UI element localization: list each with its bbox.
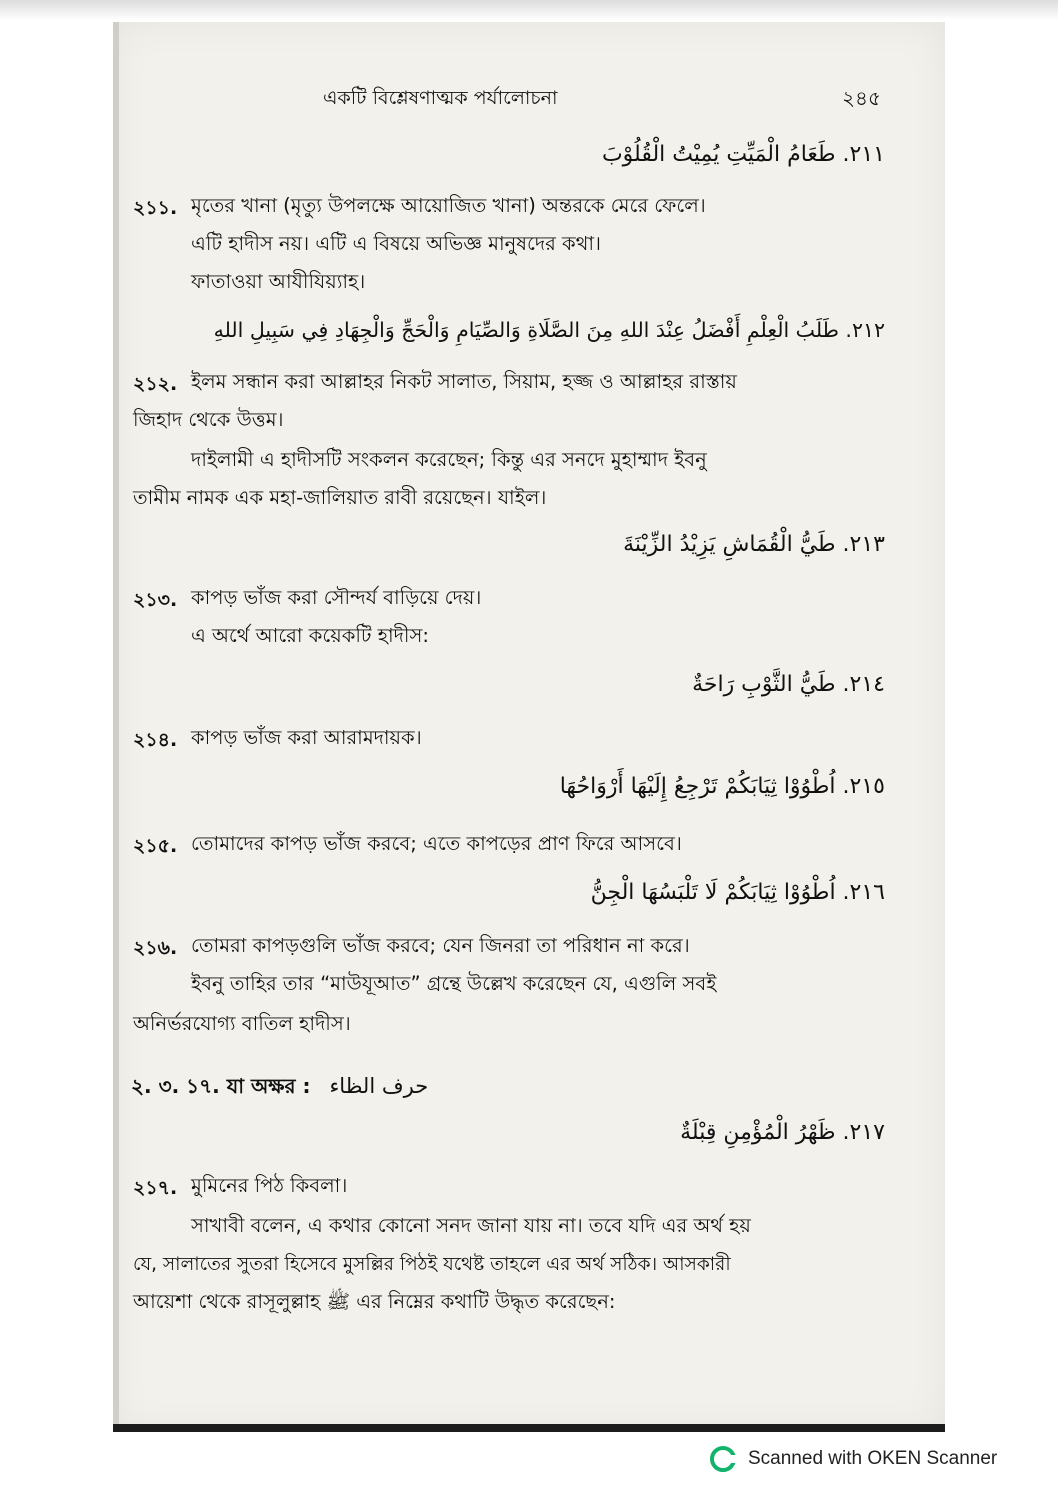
entry-number-213: ২১৩. <box>133 589 178 611</box>
entry-line-211-1: মৃতের খানা (মৃত্যু উপলক্ষে আয়োজিত খানা) অন্তরকে মেরে ফেলে। <box>191 194 706 217</box>
entry-line-212-4: তামীম নামক এক মহা-জালিয়াত রাবী রয়েছেন। যাইল। <box>133 486 547 509</box>
entry-line-216-1: তোমরা কাপড়গুলি ভাঁজ করবে; যেন জিনরা তা পরিধান না করে। <box>191 934 690 957</box>
entry-line-213-2: এ অর্থে আরো কয়েকটি হাদীস: <box>191 624 429 647</box>
entry-line-216-2: ইবনু তাহির তার “মাউযূআত” গ্রন্থে উল্লেখ করেছেন যে, এগুলি সবই <box>191 972 717 995</box>
arabic-text-217: ٢١٧. ظَهْرُ الْمُؤْمِنِ قِبْلَةٌ <box>680 1120 885 1145</box>
entry-number-216: ২১৬. <box>133 937 178 959</box>
arabic-text-211: ٢١١. طَعَامُ الْمَيِّتِ يُمِيْتُ الْقُلُوْبَ <box>601 142 885 167</box>
section-title: যা অক্ষর : <box>226 1074 311 1098</box>
arabic-text-216: ٢١٦. اُطْوُوْا ثِيَابَكُمْ لَا تَلْبَسُهَا الْجِنُّ <box>590 880 885 905</box>
entry-line-212-2: জিহাদ থেকে উত্তম। <box>133 408 284 431</box>
entry-line-217-2: সাখাবী বলেন, এ কথার কোনো সনদ জানা যায় না। তবে যদি এর অর্থ হয় <box>191 1214 751 1237</box>
entry-line-217-3: যে, সালাতের সুতরা হিসেবে মুসল্লির পিঠই যথেষ্ট তাহলে এর অর্থ সঠিক। আসকারী <box>133 1254 731 1275</box>
entry-number-212: ২১২. <box>133 373 178 395</box>
oken-logo-icon <box>710 1446 736 1472</box>
arabic-text-213: ٢١٣. طَيُّ الْقُمَاشِ يَزِيْدُ الزِّيْنَةَ <box>623 532 885 557</box>
scan-edge-top <box>0 0 1058 20</box>
entry-line-217-4: আয়েশা থেকে রাসূলুল্লাহ ﷺ এর নিম্নের কথাটি উদ্ধৃত করেছেন: <box>133 1290 616 1313</box>
entry-line-212-1: ইলম সন্ধান করা আল্লাহর নিকট সালাত, সিয়াম, হজ্জ ও আল্লাহর রাস্তায় <box>191 370 737 393</box>
page-edge-bottom <box>113 1424 945 1432</box>
entry-number-214: ২১৪. <box>133 729 178 751</box>
page-edge-left <box>113 22 119 1432</box>
scanner-watermark <box>710 1446 997 1472</box>
page-number: ২৪৫ <box>842 86 881 110</box>
arabic-text-212: ٢١٢. طَلَبُ الْعِلْمِ أَفْضَلُ عِنْدَ اللهِ مِنَ الصَّلَاةِ وَالصِّيَامِ وَالْحَجِّ وَالْجِهَادِ فِي سَبِيلِ اللهِ <box>213 318 885 342</box>
entry-line-211-2: এটি হাদীস নয়। এটি এ বিষয়ে অভিজ্ঞ মানুষদের কথা। <box>191 232 601 255</box>
entry-number-211: ২১১. <box>133 197 178 219</box>
watermark-text: Scanned with OKEN Scanner <box>748 1448 998 1469</box>
entry-number-215: ২১৫. <box>133 835 178 857</box>
entry-line-214-1: কাপড় ভাঁজ করা আরামদায়ক। <box>191 726 422 749</box>
entry-number-217: ২১৭. <box>133 1177 178 1199</box>
running-head: একটি বিশ্লেষণাত্মক পর্যালোচনা <box>323 87 558 109</box>
entry-line-213-1: কাপড় ভাঁজ করা সৌন্দর্য বাড়িয়ে দেয়। <box>191 586 482 609</box>
entry-line-215-1: তোমাদের কাপড় ভাঁজ করবে; এতে কাপড়ের প্রাণ ফিরে আসবে। <box>191 832 682 855</box>
section-heading <box>131 1072 428 1105</box>
entry-line-211-3: ফাতাওয়া আযীযিয়্যাহ। <box>191 270 366 293</box>
section-number: ২. ৩. ১৭. <box>131 1074 220 1098</box>
book-page <box>113 22 945 1432</box>
entry-line-216-3: অনির্ভরযোগ্য বাতিল হাদীস। <box>133 1012 351 1035</box>
entry-line-212-3: দাইলামী এ হাদীসটি সংকলন করেছেন; কিন্তু এর সনদে মুহাম্মাদ ইবনু <box>191 448 707 471</box>
section-arabic: حرف الظاء <box>329 1074 429 1098</box>
arabic-text-214: ٢١٤. طَيُّ الثَّوْبِ رَاحَةٌ <box>692 672 885 697</box>
entry-line-217-1: মুমিনের পিঠ কিবলা। <box>191 1174 348 1197</box>
arabic-text-215: ٢١٥. اُطْوُوْا ثِيَابَكُمْ تَرْجِعُ إِلَيْهَا أَرْوَاحُهَا <box>559 774 885 799</box>
